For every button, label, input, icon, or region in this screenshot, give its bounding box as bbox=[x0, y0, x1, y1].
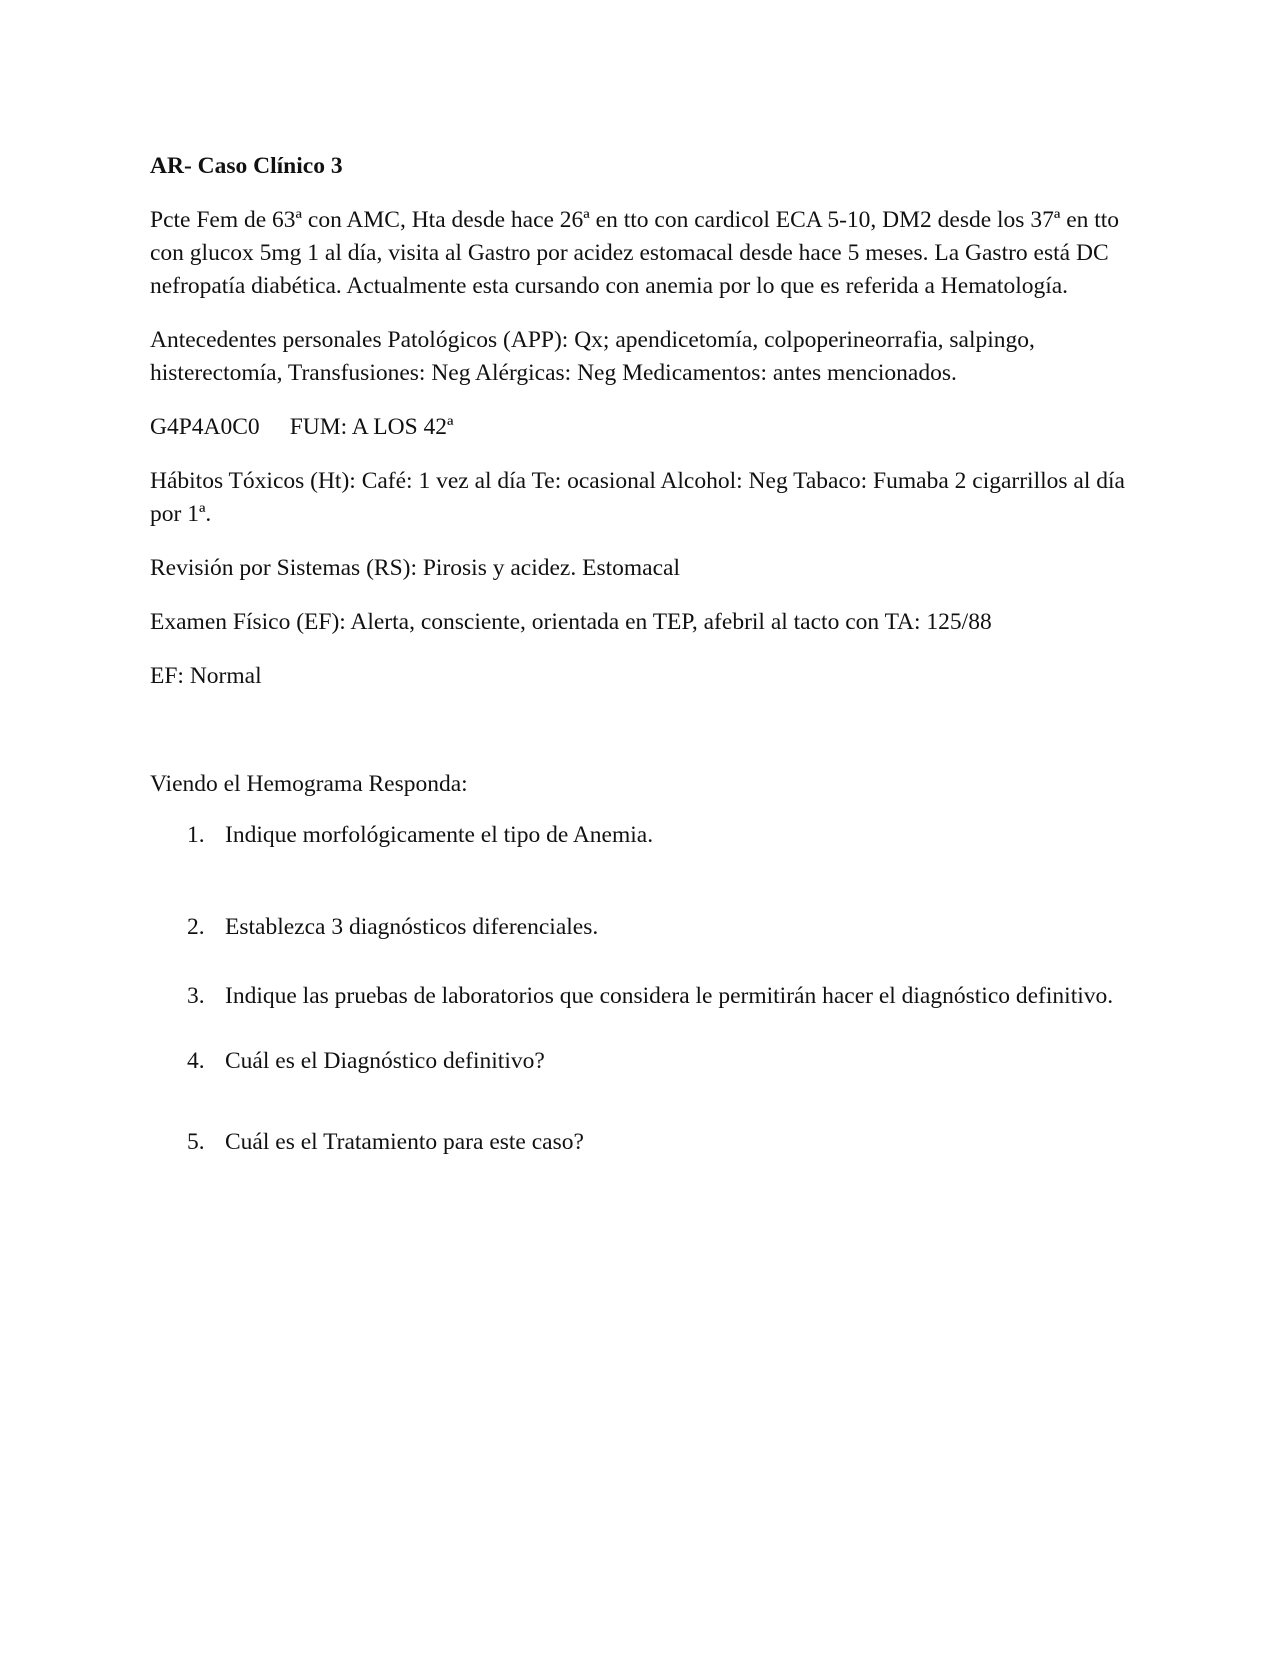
app-history-paragraph: Antecedentes personales Patológicos (APP): Qx; apendicetomía, colpoperineorrafia, salpingo, histerectomía, Transfusiones: Neg Alérgicas: Neg Medicamentos: antes mencionados. bbox=[150, 327, 1035, 386]
question-text: Cuál es el Tratamiento para este caso? bbox=[225, 1129, 584, 1155]
document-title: AR- Caso Clínico 3 bbox=[150, 153, 343, 179]
question-number: 3. bbox=[187, 983, 205, 1009]
fum-text: FUM: A LOS 42ª bbox=[289, 414, 454, 440]
questions-list bbox=[150, 821, 1130, 1156]
toxic-habits-paragraph: Hábitos Tóxicos (Ht): Café: 1 vez al día Te: ocasional Alcohol: Neg Tabaco: Fumaba 2 cigarrillos al día por 1ª. bbox=[150, 468, 1125, 527]
physical-exam-paragraph: Examen Físico (EF): Alerta, consciente, orientada en TEP, afebril al tacto con TA: 125/88 bbox=[150, 609, 992, 635]
obstetric-formula: G4P4A0C0 bbox=[150, 414, 260, 440]
question-number: 5. bbox=[187, 1129, 205, 1155]
document-page bbox=[150, 150, 1130, 1156]
obstetric-history-line bbox=[150, 411, 1130, 444]
question-text: Establezca 3 diagnósticos diferenciales. bbox=[225, 914, 599, 940]
list-item bbox=[150, 1128, 1130, 1156]
question-number: 4. bbox=[187, 1048, 205, 1074]
question-text: Indique morfológicamente el tipo de Anemia. bbox=[225, 822, 654, 848]
question-number: 1. bbox=[187, 822, 205, 848]
list-item bbox=[150, 821, 1130, 849]
ef-normal-line: EF: Normal bbox=[150, 663, 262, 689]
questions-intro: Viendo el Hemograma Responda: bbox=[150, 771, 468, 797]
question-text: Indique las pruebas de laboratorios que considera le permitirán hacer el diagnóstico definitivo. bbox=[225, 983, 1114, 1009]
case-summary-paragraph: Pcte Fem de 63ª con AMC, Hta desde hace 26ª en tto con cardicol ECA 5-10, DM2 desde los 37ª en tto con glucox 5mg 1 al día, visita al Gastro por acidez estomacal desde hace 5 meses. La Gastro está DC nefropatía diabética. Actualmente esta cursando con anemia por lo que es referida a Hematología. bbox=[150, 207, 1120, 299]
question-number: 2. bbox=[187, 914, 205, 940]
list-item bbox=[150, 913, 1130, 941]
systems-review-paragraph: Revisión por Sistemas (RS): Pirosis y acidez. Estomacal bbox=[150, 555, 680, 581]
list-item bbox=[150, 982, 1130, 1010]
list-item bbox=[150, 1047, 1130, 1075]
question-text: Cuál es el Diagnóstico definitivo? bbox=[225, 1048, 545, 1074]
